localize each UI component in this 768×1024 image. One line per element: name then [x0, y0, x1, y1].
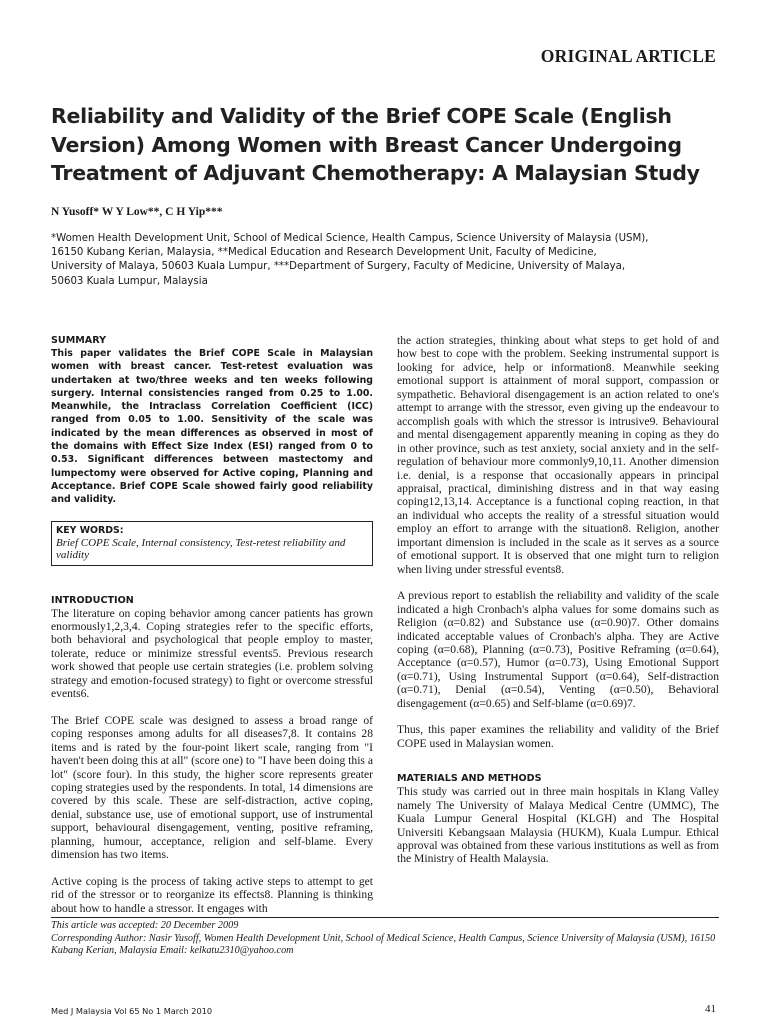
introduction-paragraph-2: The Brief COPE scale was designed to assess a broad range of coping responses among adults for all diseases7,8. It contains 28 items and is rated by the four-point likert scale, ranging from "I haven't been doing this at all" (score one) to "I have been doing this a lot" (score four). In this study, the higher score represents greater coping strategies used by the respondents. In total, 14 dimensions are covered by this scale. These are self-distraction, active coping, denial, substance use, use of emotional support, use of instrumental support, behavioural disengagement, venting, positive reframing, planning, humour, acceptance, religion and self-blame. Every dimension has two items.	[51, 713, 373, 862]
keywords-text: Brief COPE Scale, Internal consistency, Test-retest reliability and validity	[56, 536, 346, 562]
left-column	[51, 334, 373, 915]
right-column	[397, 334, 719, 866]
summary-text: This paper validates the Brief COPE Scale in Malaysian women with breast cancer. Test-retest evaluation was undertaken at two/three weeks and ten weeks following surgery. Internal consistencies ranged from 0.25 to 1.00. Meanwhile, the Intraclass Correlation Coefficient (ICC) ranged from 0.05 to 1.00. Sensitivity of the scale was indicated by the mean differences as observed in most of the domains with Effect Size Index (ESI) ranged from 0 to 0.53. Significant differences between mastectomy and lumpectomy were observed for Active coping, Planning and Acceptance. Brief COPE Scale showed fairly good reliability and validity.	[51, 348, 373, 506]
article-type-label: ORIGINAL ARTICLE	[540, 46, 716, 66]
page-number: 41	[705, 1003, 716, 1015]
summary-heading: SUMMARY	[51, 335, 107, 346]
accepted-date-note: This article was accepted: 20 December 2009	[51, 920, 239, 931]
article-title: Reliability and Validity of the Brief COPE Scale (English Version) Among Women with Breast Cancer Undergoing Treatment of Adjuvant Chemotherapy: A Malaysian Study	[51, 104, 700, 185]
affiliations: *Women Health Development Unit, School of Medical Science, Health Campus, Science University of Malaysia (USM), 16150 Kubang Kerian, Malaysia, **Medical Education and Research Development Unit, Faculty of Medicine, University of Malaya, 50603 Kuala Lumpur, ***Department of Surgery, Faculty of Medicine, University of Malaya, 50603 Kuala Lumpur, Malaysia	[51, 233, 649, 287]
introduction-paragraph-3: Active coping is the process of taking active steps to attempt to get rid of the stressor or to reorganize its effects8. Planning is thinking about how to handle a stressor. It engages with	[51, 874, 373, 915]
introduction-paragraph-1: The literature on coping behavior among cancer patients has grown enormously1,2,3,4. Coping strategies refer to the specific efforts, both behavioral and psychological that people employ to master, tolerate, reduce or minimize stressful events5. Previous research work showed that people use certain strategies (i.e. problem solving strategy and emotion-focused strategy) to fight or overcome stressful events6.	[51, 606, 373, 701]
introduction-section	[51, 594, 373, 916]
keywords-heading: KEY WORDS:	[56, 524, 124, 536]
methods-paragraph: This study was carried out in three main hospitals in Klang Valley namely The University of Malaya Medical Centre (UMMC), The Kuala Lumpur General Hospital (KLGH) and The Hospital Universiti Kebangsaan Malaysia (HUKM), Kuala Lumpur. Ethical approval was obtained from these various institutions as well as from the Ministry of Health Malaysia.	[397, 785, 719, 866]
keywords-box	[51, 521, 373, 566]
methods-heading: MATERIALS AND METHODS	[397, 773, 542, 785]
corresponding-author-note: Corresponding Author: Nasir Yusoff, Women Health Development Unit, School of Medical Science, Health Campus, Science University of Malaysia (USM), 16150 Kubang Kerian, Malaysia Email: kelkatu2310@yahoo.com	[51, 932, 716, 957]
journal-citation: Med J Malaysia Vol 65 No 1 March 2010	[51, 1006, 213, 1016]
footnotes	[51, 920, 719, 958]
introduction-heading: INTRODUCTION	[51, 594, 134, 606]
right-paragraph-1: the action strategies, thinking about what steps to get hold of and how best to cope with the problem. Seeking instrumental support is looking for advice, help or information8. Meanwhile seeking emotional support is attainment of moral support, compassion or sympathetic. Behavioral disengagement is an action related to one's attempt to arrange with the stressor, even giving up the endeavour to accomplish goals with which the stressor is intrusive9. Behavioural and mental disengagement apparently meaning in coping as they do in other province, such as test anxiety, social anxiety and in the self-regulation of behaviour more commonly9,10,11. Another dimension i.e. denial, is a response that occasionally appears in principal appraisal, practical, diminishing distress and in that way easing coping12,13,14. Acceptance is a functional coping reaction, in that an individual who accepts the reality of a stressful situation would employ an effort to arrange with the situation8. Religion, another important dimension is included in the scale as it serves as a source of emotional support. It is observed that one might turn to religion when living under stressful events8.	[397, 334, 719, 576]
right-paragraph-3: Thus, this paper examines the reliability and validity of the Brief COPE used in Malaysian women.	[397, 723, 719, 750]
footnote-divider	[51, 917, 719, 918]
author-list: N Yusoff* W Y Low**, C H Yip***	[51, 206, 223, 218]
summary-section	[51, 334, 373, 507]
right-paragraph-2: A previous report to establish the reliability and validity of the scale indicated a high Cronbach's alpha values for some domains such as Religion (α=0.82) and Substance use (α=0.90)7. Other domains indicated acceptable values of Cronbach's alpha. They are Active coping (α=0.68), Planning (α=0.73), Positive Reframing (α=0.64), Acceptance (α=0.57), Humor (α=0.73), Using Emotional Support (α=0.71), Using Instrumental Support (α=0.64), Self-distraction (α=0.71), Denial (α=0.54), Venting (α=0.50), Behavioral disengagement (α=0.65) and Self-blame (α=0.69)7.	[397, 589, 719, 710]
